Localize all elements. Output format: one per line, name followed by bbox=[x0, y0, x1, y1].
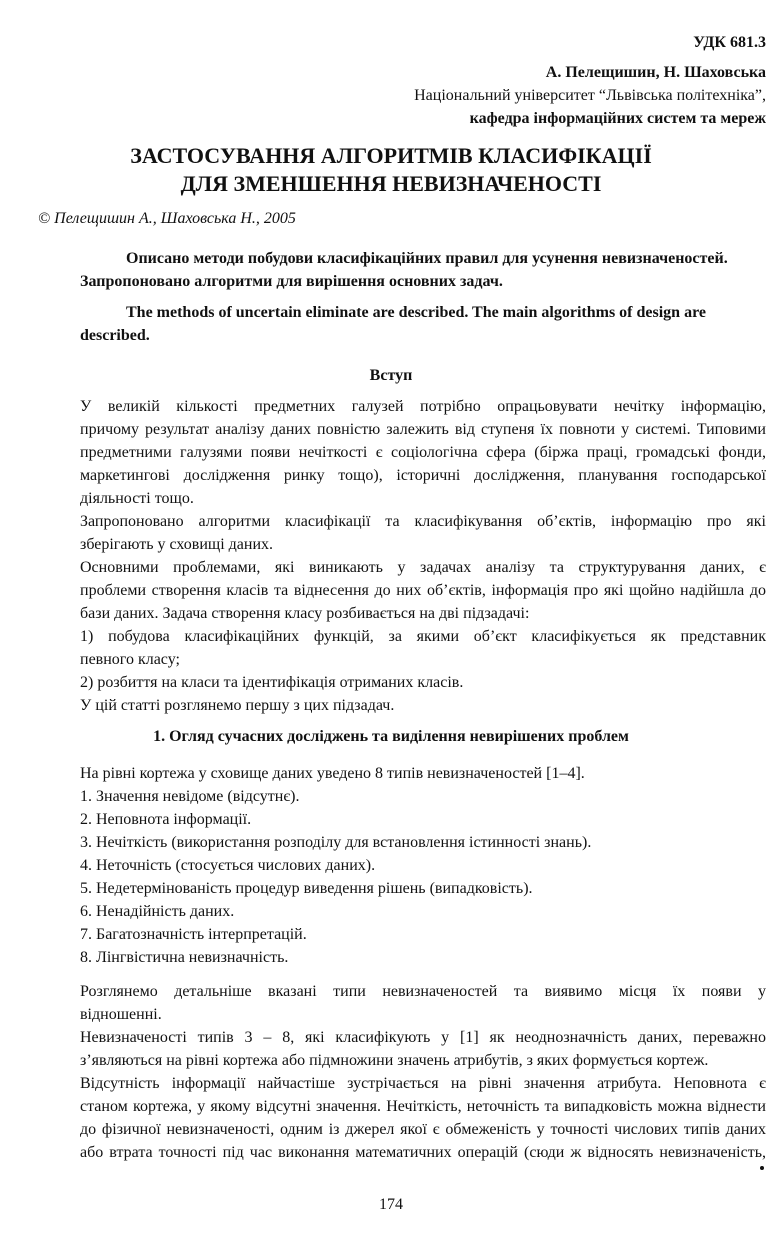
text-line: маркетингові дослідження ринку тощо), історичні дослідження, планування господарської bbox=[80, 467, 766, 484]
text-line: Основними проблемами, які виникають у задачах аналізу та структурування даних, є bbox=[80, 559, 766, 576]
paper-title-line2: ДЛЯ ЗМЕНШЕННЯ НЕВИЗНАЧЕНОСТІ bbox=[180, 171, 602, 196]
list-item: 5. Недетермінованість процедур виведення рішень (випадковість). bbox=[80, 880, 533, 897]
list-item: 6. Ненадійність даних. bbox=[80, 903, 235, 920]
intro-paragraph-2 bbox=[80, 510, 766, 556]
text-line: Невизначеності типів 3 – 8, які класифікують у [1] як неоднозначність даних, переважно bbox=[80, 1029, 766, 1046]
intro-paragraph-3 bbox=[80, 556, 766, 625]
abstract-ua-line: Описано методи побудови класифікаційних правил для усунення невизначеностей. bbox=[126, 250, 728, 267]
text-line: бази даних. Задача створення класу розбивається на дві підзадачі: bbox=[80, 605, 530, 622]
text-line: діяльності тощо. bbox=[80, 490, 194, 507]
abstract-ua-line: Запропоновано алгоритми для вирішення основних задач. bbox=[80, 273, 503, 290]
text-line: до фізичної невизначеності, одним із джерел якої є обмеженість у точності числових типів даних bbox=[80, 1121, 766, 1138]
section-1-heading: 1. Огляд сучасних досліджень та виділення невирішених проблем bbox=[153, 728, 629, 745]
intro-paragraph-1 bbox=[80, 395, 766, 510]
scan-dot-mark bbox=[760, 1166, 764, 1170]
section-1-lead bbox=[80, 762, 766, 785]
affiliation-university: Національний університет “Львівська політехніка”, bbox=[414, 87, 766, 104]
text-line: 1) побудова класифікаційних функцій, за якими об’єкт класифікується як представник bbox=[80, 628, 766, 645]
text-line: Відсутність інформації найчастіше зустрічається на рівні значення атрибута. Неповнота є bbox=[80, 1075, 766, 1092]
text-line: На рівні кортежа у сховище даних уведено 8 типів невизначеностей [1–4]. bbox=[80, 765, 585, 782]
section-1-paragraph-3 bbox=[80, 1072, 766, 1164]
list-item: 4. Неточність (стосується числових даних). bbox=[80, 857, 376, 874]
text-line: У цій статті розглянемо першу з цих підзадач. bbox=[80, 697, 395, 714]
affiliation-department: кафедра інформаційних систем та мереж bbox=[469, 110, 766, 127]
uncertainty-types-list bbox=[80, 785, 591, 969]
text-line: Розглянемо детальніше вказані типи невизначеностей та виявимо місця їх появи у bbox=[80, 983, 766, 1000]
text-line: відношенні. bbox=[80, 1006, 162, 1023]
intro-paragraph-5 bbox=[80, 671, 766, 694]
authors: А. Пелещишин, Н. Шаховська bbox=[545, 64, 766, 81]
paper-title-line1: ЗАСТОСУВАННЯ АЛГОРИТМІВ КЛАСИФІКАЦІЇ bbox=[130, 143, 652, 168]
text-line: певного класу; bbox=[80, 651, 180, 668]
udk-code: УДК 681.3 bbox=[693, 34, 766, 51]
abstract-ukrainian bbox=[80, 247, 766, 293]
text-line: станом кортежа, у якому відсутні значення. Нечіткість, неточність та випадковість можна віднести bbox=[80, 1098, 766, 1115]
text-line: Запропоновано алгоритми класифікації та класифікування об’єктів, інформацію про які bbox=[80, 513, 766, 530]
abstract-en-line: described. bbox=[80, 327, 150, 344]
list-item: 7. Багатозначність інтерпретацій. bbox=[80, 926, 307, 943]
list-item: 2. Неповнота інформації. bbox=[80, 811, 252, 828]
text-line: причому результат аналізу даних повністю залежить від ступеня їх повноти у системі. Типовими bbox=[80, 421, 766, 438]
list-item: 8. Лінгвістична невизначність. bbox=[80, 949, 289, 966]
text-line: з’являються на рівні кортежа або підмножини значень атрибутів, з яких формується кортеж. bbox=[80, 1052, 709, 1069]
abstract-en-line: The methods of uncertain eliminate are described. The main algorithms of design are bbox=[126, 304, 706, 321]
text-line: 2) розбиття на класи та ідентифікація отриманих класів. bbox=[80, 674, 464, 691]
section-1-paragraph-2 bbox=[80, 1026, 766, 1072]
text-line: зберігають у сховищі даних. bbox=[80, 536, 274, 553]
copyright: © Пелещишин А., Шаховська Н., 2005 bbox=[38, 210, 296, 227]
text-line: предметними галузями появи нечіткості є соціологічна сфера (біржа праці, громадські фонди, bbox=[80, 444, 766, 461]
page-number: 174 bbox=[379, 1196, 403, 1213]
text-line: або втрата точності під час виконання математичних операцій (сюди ж відносять невизначеність, bbox=[80, 1144, 766, 1161]
intro-paragraph-6 bbox=[80, 694, 766, 717]
section-1-paragraph-1 bbox=[80, 980, 766, 1026]
intro-paragraph-4 bbox=[80, 625, 766, 671]
text-line: У великій кількості предметних галузей потрібно опрацьовувати нечітку інформацію, bbox=[80, 398, 766, 415]
list-item: 3. Нечіткість (використання розподілу для встановлення істинності знань). bbox=[80, 834, 592, 851]
abstract-english bbox=[80, 301, 766, 347]
list-item: 1. Значення невідоме (відсутнє). bbox=[80, 788, 300, 805]
text-line: проблеми створення класів та віднесення до них об’єктів, інформація про які щойно надійшла до bbox=[80, 582, 766, 599]
intro-heading: Вступ bbox=[369, 367, 413, 384]
